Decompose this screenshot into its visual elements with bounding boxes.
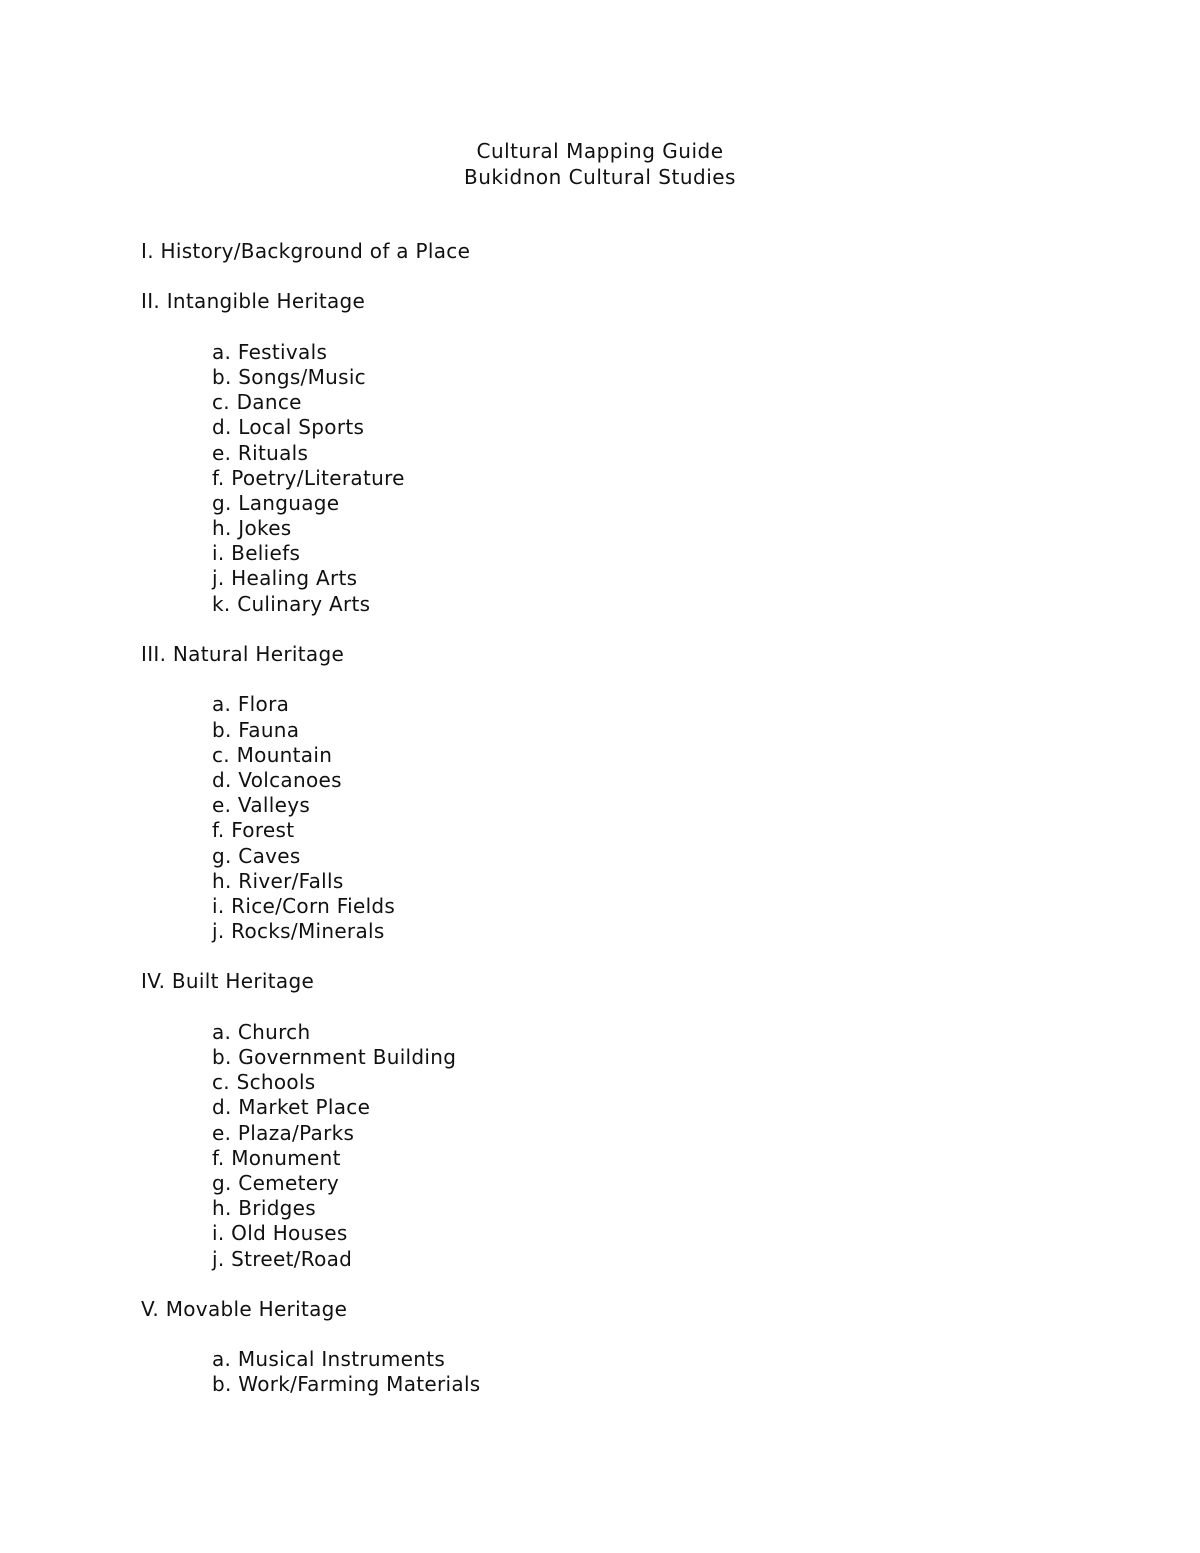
spacer xyxy=(141,264,1141,289)
list-item: a. Church xyxy=(212,1019,311,1044)
list-item: b. Songs/Music xyxy=(212,364,366,389)
outline xyxy=(141,239,1141,1398)
list-item: i. Rice/Corn Fields xyxy=(212,893,396,918)
list-item: i. Old Houses xyxy=(212,1221,348,1246)
list-item: c. Schools xyxy=(212,1070,316,1095)
list-item: k. Culinary Arts xyxy=(212,591,371,616)
list-item: h. Bridges xyxy=(212,1196,317,1221)
outline-section xyxy=(141,969,1141,1296)
section-heading: II. Intangible Heritage xyxy=(141,289,366,314)
list-item: f. Forest xyxy=(212,818,295,843)
spacer xyxy=(141,1272,1141,1297)
list-item: a. Flora xyxy=(212,692,290,717)
document-title: Cultural Mapping Guide xyxy=(476,139,724,163)
spacer xyxy=(141,1322,1141,1347)
section-heading: V. Movable Heritage xyxy=(141,1296,348,1321)
list-item: j. Rocks/Minerals xyxy=(212,919,385,944)
list-item: a. Festivals xyxy=(212,339,328,364)
list-item: b. Fauna xyxy=(212,717,300,742)
outline-section xyxy=(141,642,1141,969)
section-item-list xyxy=(212,692,1141,944)
section-heading: III. Natural Heritage xyxy=(141,642,345,666)
list-item: g. Cemetery xyxy=(212,1170,339,1195)
document-subtitle: Bukidnon Cultural Studies xyxy=(464,164,736,189)
spacer xyxy=(141,667,1141,692)
spacer xyxy=(141,617,1141,642)
list-item: j. Healing Arts xyxy=(212,566,358,591)
list-item: h. Jokes xyxy=(212,516,292,541)
list-item: e. Plaza/Parks xyxy=(212,1120,355,1145)
list-item: h. River/Falls xyxy=(212,868,344,893)
list-item: d. Volcanoes xyxy=(212,767,342,792)
section-item-list xyxy=(212,340,1141,617)
section-heading: IV. Built Heritage xyxy=(141,969,315,994)
section-heading: I. History/Background of a Place xyxy=(141,239,471,263)
list-item: b. Work/Farming Materials xyxy=(212,1372,481,1397)
list-item: i. Beliefs xyxy=(212,541,301,566)
spacer xyxy=(141,944,1141,969)
list-item: d. Local Sports xyxy=(212,415,365,440)
section-item-list xyxy=(212,1020,1141,1272)
list-item: e. Valleys xyxy=(212,793,311,818)
title-block xyxy=(0,139,1200,190)
list-item: e. Rituals xyxy=(212,440,309,465)
outline-section xyxy=(141,239,1141,289)
list-item: b. Government Building xyxy=(212,1045,457,1069)
list-item: f. Monument xyxy=(212,1145,341,1170)
spacer xyxy=(141,315,1141,340)
list-item: c. Mountain xyxy=(212,742,333,767)
list-item: d. Market Place xyxy=(212,1095,371,1120)
outline-section xyxy=(141,289,1141,642)
section-item-list xyxy=(212,1347,1141,1397)
list-item: j. Street/Road xyxy=(212,1246,353,1271)
spacer xyxy=(141,995,1141,1020)
list-item: a. Musical Instruments xyxy=(212,1347,446,1372)
list-item: c. Dance xyxy=(212,390,302,415)
list-item: f. Poetry/Literature xyxy=(212,465,405,490)
list-item: g. Language xyxy=(212,490,340,515)
outline-section xyxy=(141,1297,1141,1398)
list-item: g. Caves xyxy=(212,843,301,868)
